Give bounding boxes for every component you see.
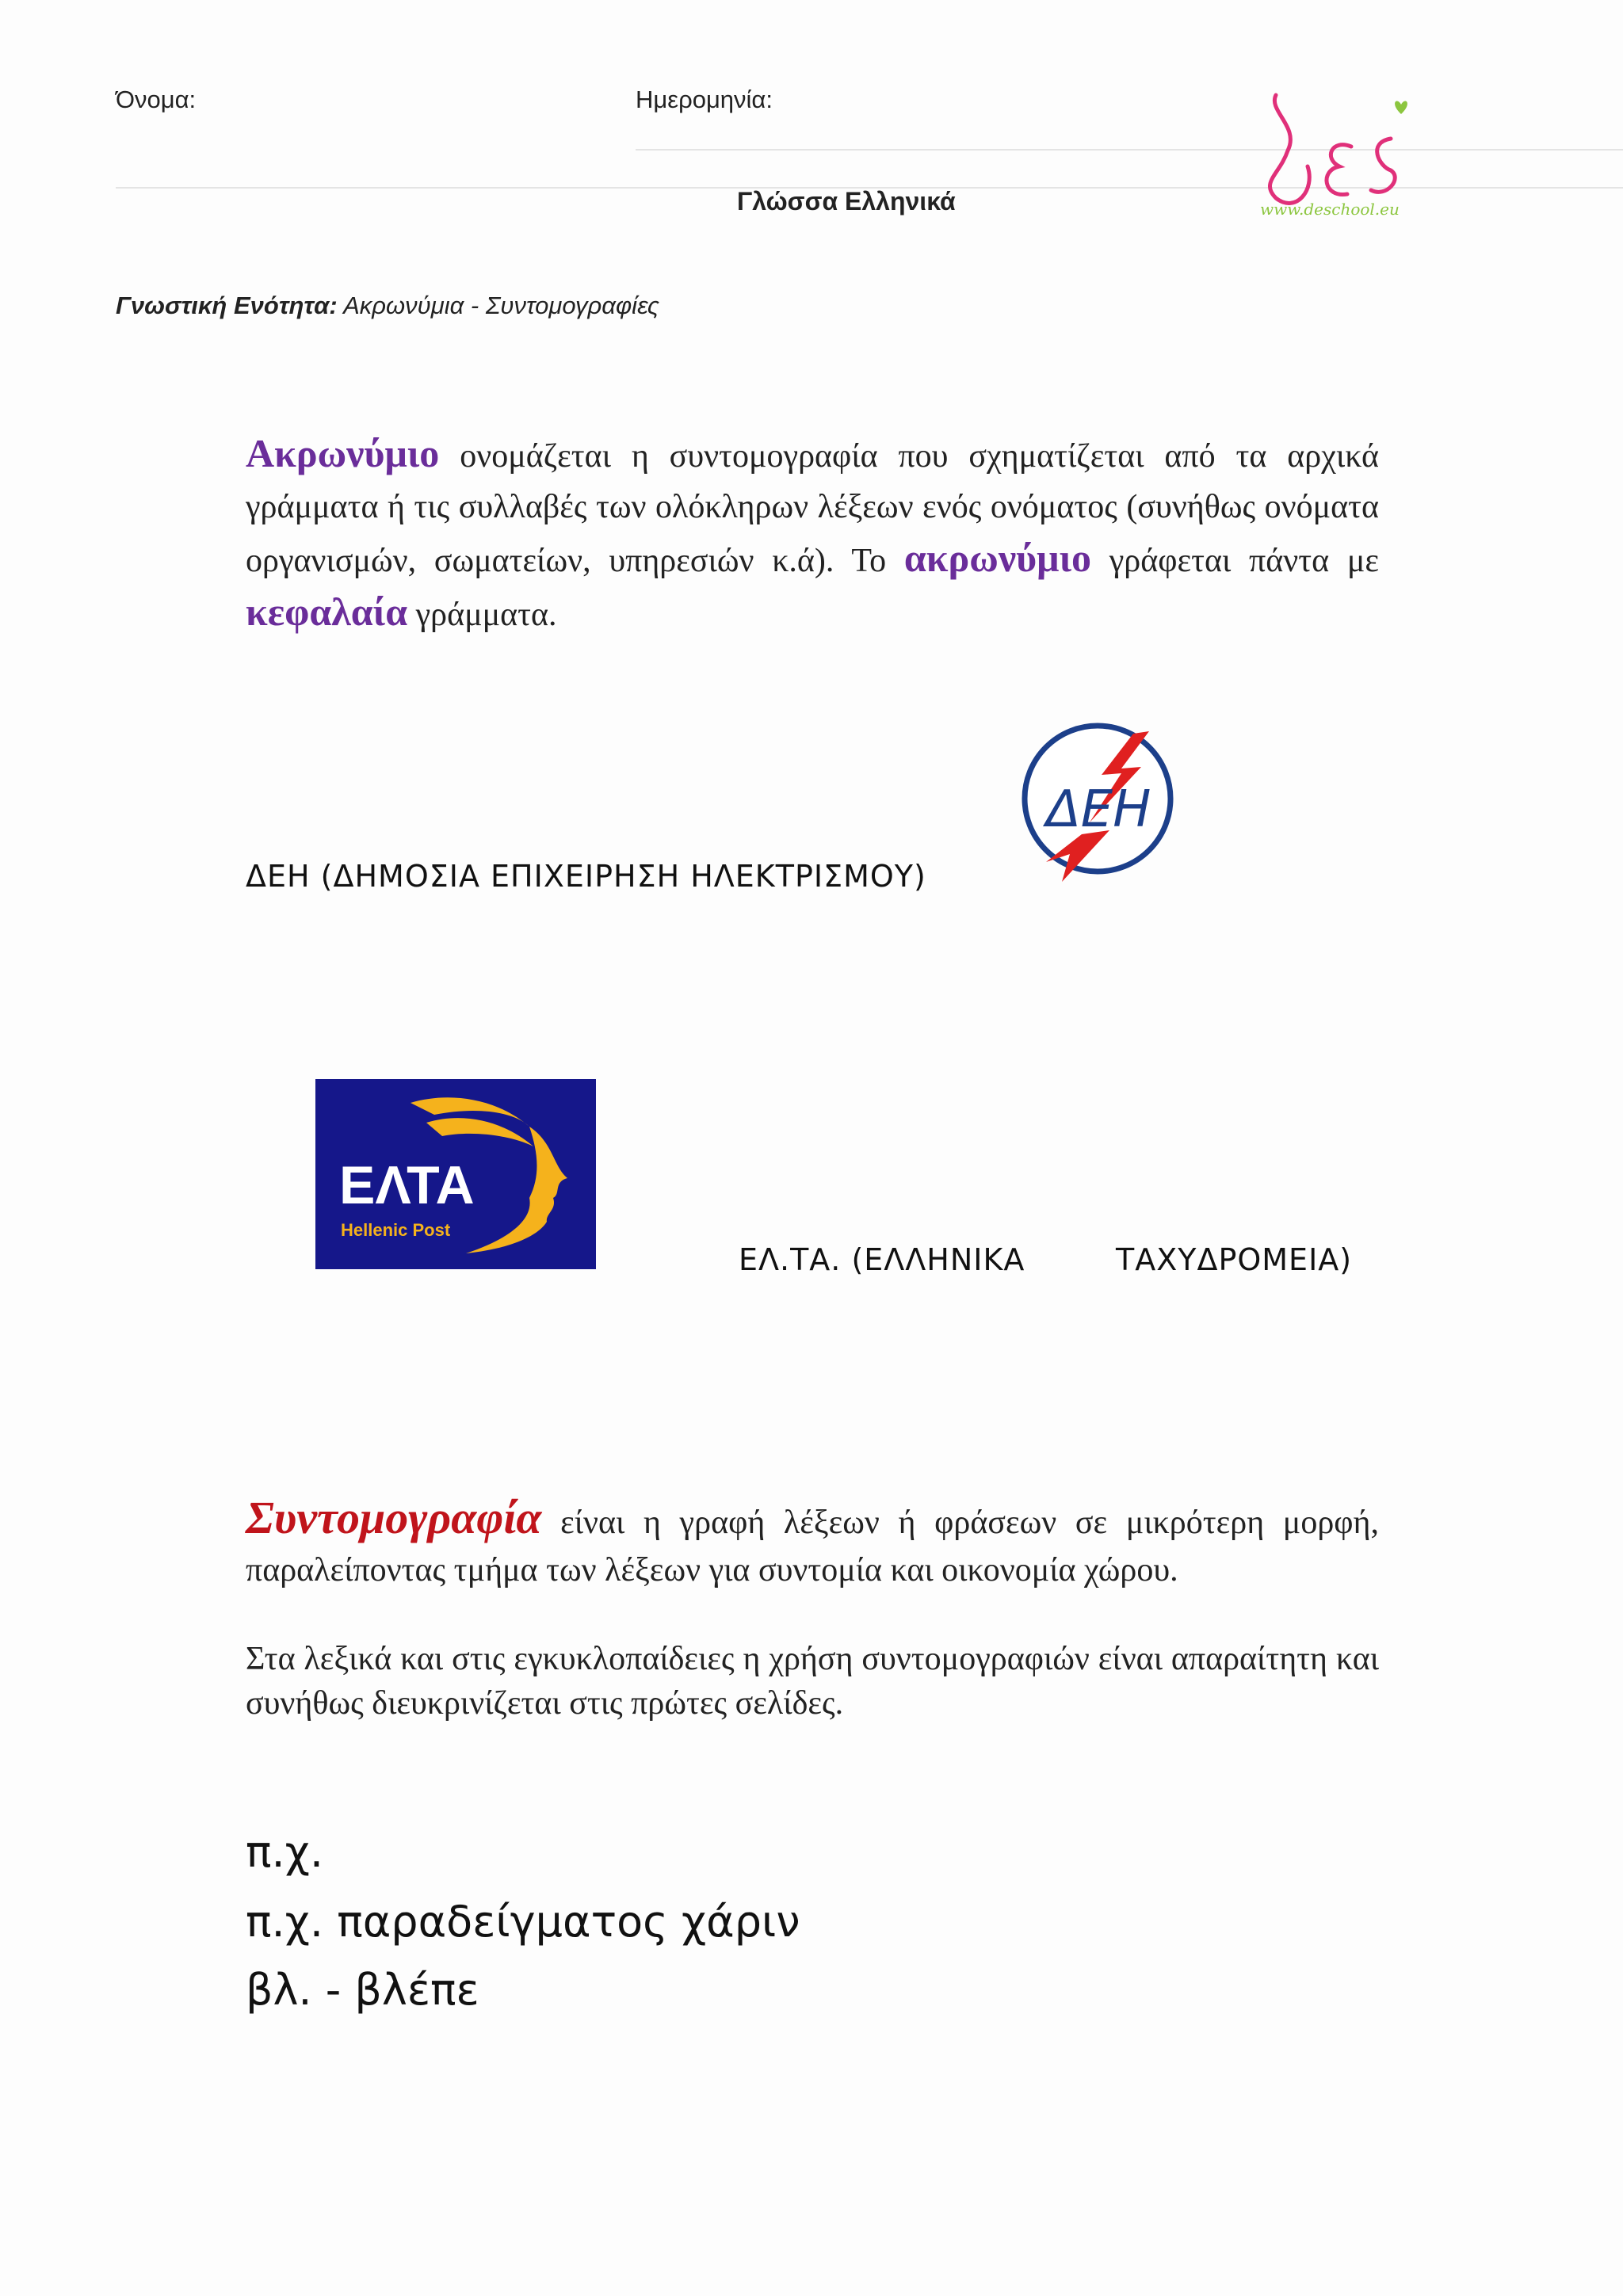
abbreviation-text-1: είναι η γραφή λέξεων ή φράσεων σε μικρότερη μορφή, παραλείποντας τμήμα των λέξεων για συντομία και οικονομία χώρου.	[246, 1505, 1379, 1589]
example-1: π.χ.	[246, 1827, 324, 1877]
elta-logo-text: ΕΛΤΑ	[339, 1155, 475, 1215]
date-label: Ημερομηνία:	[636, 86, 773, 113]
abbreviation-definition	[246, 1494, 1379, 1594]
topic-line	[116, 292, 659, 320]
date-underline	[636, 149, 1623, 151]
abbreviation-term: Συντομογραφία	[246, 1492, 542, 1543]
elta-label-b: ΤΑΧΥΔΡΟΜΕΙΑ)	[1116, 1242, 1353, 1277]
deh-logo-text: ΔΕΗ	[1046, 780, 1151, 839]
logo-url: www.deschool.eu	[1260, 200, 1400, 219]
subject-title: Γλώσσα Ελληνικά	[737, 187, 956, 215]
acronym-text-1: ονομάζεται η συντομογραφία που σχηματίζεται από τα αρχικά γράμματα ή τις συλλαβές των ολόκληρων λέξεων ενός ονόματος (συνήθως ονόματα οργανισμών, σωματείων, υπηρεσιών κ.ά). Το	[246, 438, 1379, 579]
acronym-term-2: ακρωνύμιο	[903, 536, 1091, 580]
deschool-logo	[1252, 79, 1426, 230]
example-2: π.χ. παραδείγματος χάριν	[246, 1897, 800, 1947]
deh-label: ΔΕΗ (ΔΗΜΟΣΙΑ ΕΠΙΧΕΙΡΗΣΗ ΗΛΕΚΤΡΙΣΜΟΥ)	[246, 859, 926, 894]
topic-value: Ακρωνύμια - Συντομογραφίες	[343, 292, 659, 319]
capitals-term: κεφαλαία	[246, 589, 408, 634]
name-label: Όνομα:	[116, 86, 197, 113]
acronym-text-2: γράφεται πάντα με	[1090, 543, 1379, 579]
deh-logo-mark	[1014, 719, 1181, 886]
acronym-text-3: γράμματα.	[407, 597, 557, 633]
deh-logo	[1014, 719, 1181, 886]
elta-label-a: ΕΛ.ΤΑ. (ΕΛΛΗΝΙΚΑ	[739, 1242, 1025, 1277]
topic-label: Γνωστική Ενότητα:	[116, 292, 338, 319]
abbreviation-usage: Στα λεξικά και στις εγκυκλοπαίδειες η χρήση συντομογραφιών είναι απαραίτητη και συνήθως διευκρινίζεται στις πρώτες σελίδες.	[246, 1641, 1379, 1722]
acronym-definition	[246, 428, 1379, 640]
elta-logo	[315, 1079, 596, 1269]
elta-logo-subtitle: Hellenic Post	[341, 1220, 451, 1240]
example-3: βλ. - βλέπε	[246, 1965, 479, 2015]
acronym-term: Ακρωνύμιο	[246, 431, 440, 475]
